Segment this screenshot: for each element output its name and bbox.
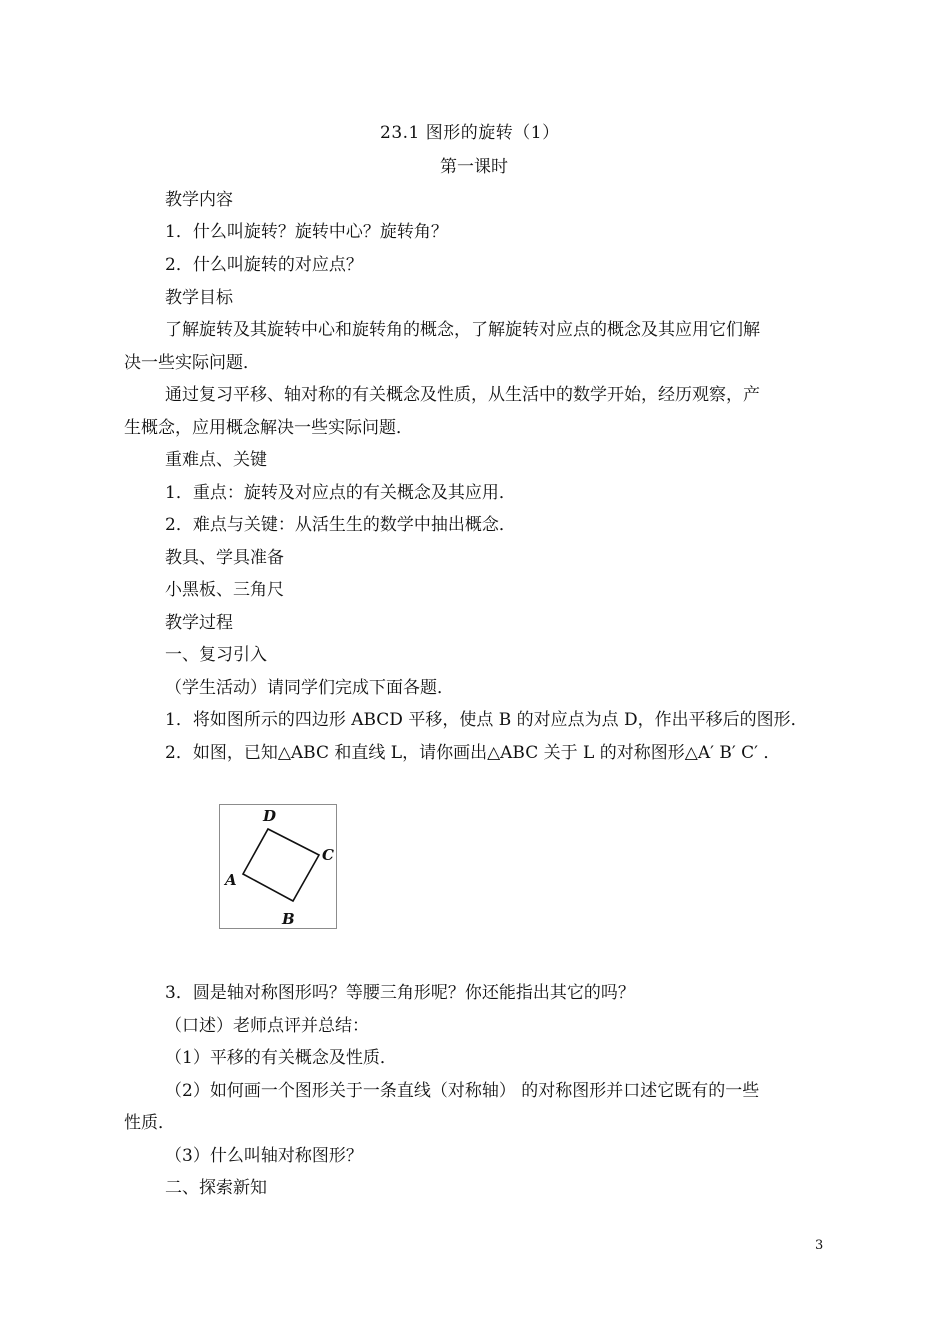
heading-teaching-content: 教学内容 (165, 190, 233, 210)
summary-item-2-line-2: 性质． (124, 1113, 175, 1133)
key-point-1: 1．重点：旋转及对应点的有关概念及其应用． (165, 483, 516, 503)
materials-text: 小黑板、三角尺 (165, 580, 284, 600)
exercise-1: 1．将如图所示的四边形 ABCD 平移，使点 B 的对应点为点 D，作出平移后的图形． (165, 710, 808, 730)
page-title: 23.1 图形的旋转（1） (380, 123, 560, 143)
summary-item-2-line-1: （2）如何画一个图形关于一条直线（对称轴） 的对称图形并口述它既有的一些 (165, 1081, 760, 1101)
page-number: 3 (815, 1238, 824, 1253)
heading-teaching-process: 教学过程 (165, 613, 233, 633)
point-label-a: A (225, 871, 237, 889)
heading-materials: 教具、学具准备 (165, 548, 284, 568)
quadrilateral-figure (219, 804, 337, 929)
goals-paragraph-2-line-2: 生概念，应用概念解决一些实际问题． (124, 418, 413, 438)
goals-paragraph-1-line-2: 决一些实际问题． (124, 353, 260, 373)
point-label-b: B (282, 910, 295, 928)
key-point-2: 2．难点与关键：从活生生的数学中抽出概念． (165, 515, 516, 535)
section-review: 一、复习引入 (165, 645, 267, 665)
exercise-2: 2．如图，已知△ABC 和直线 L，请你画出△ABC 关于 L 的对称图形△A′ B′ C′ ． (165, 743, 781, 763)
point-label-c: C (322, 846, 334, 864)
lesson-subtitle: 第一课时 (440, 157, 508, 177)
goals-paragraph-1-line-1: 了解旋转及其旋转中心和旋转角的概念，了解旋转对应点的概念及其应用它们解 (165, 320, 760, 340)
content-item-2: 2．什么叫旋转的对应点？ (165, 255, 363, 275)
point-label-d: D (263, 807, 277, 825)
summary-item-3: （3）什么叫轴对称图形？ (165, 1146, 363, 1166)
heading-teaching-goals: 教学目标 (165, 288, 233, 308)
student-activity: （学生活动）请同学们完成下面各题． (165, 678, 454, 698)
content-item-1: 1．什么叫旋转？旋转中心？旋转角？ (165, 222, 448, 242)
summary-item-1: （1）平移的有关概念及性质． (165, 1048, 397, 1068)
exercise-3: 3．圆是轴对称图形吗？等腰三角形呢？你还能指出其它的吗？ (165, 983, 635, 1003)
section-explore: 二、探索新知 (165, 1178, 267, 1198)
quadrilateral-abcd (243, 829, 319, 901)
heading-key-points: 重难点、关键 (165, 450, 267, 470)
quadrilateral-diagram (220, 805, 338, 930)
teacher-summary: （口述）老师点评并总结： (165, 1016, 369, 1036)
goals-paragraph-2-line-1: 通过复习平移、轴对称的有关概念及性质，从生活中的数学开始，经历观察，产 (165, 385, 760, 405)
